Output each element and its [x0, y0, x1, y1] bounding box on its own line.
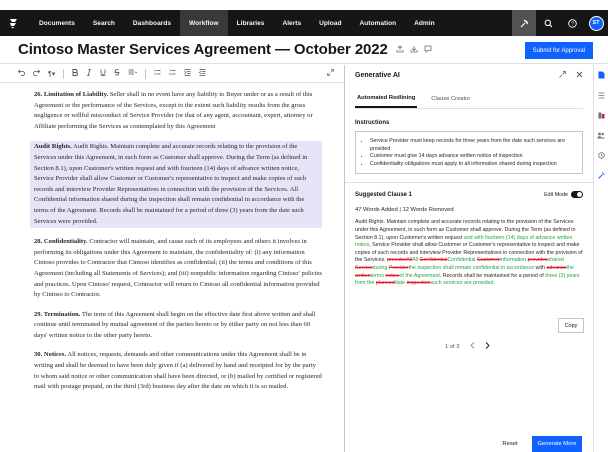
undo-icon[interactable]	[18, 69, 25, 78]
avatar-initials: ST	[589, 16, 604, 31]
expand-icon[interactable]	[327, 69, 334, 78]
align-dropdown[interactable]	[128, 69, 137, 78]
word-change-counts: 47 Words Added | 12 Words Removed	[355, 207, 454, 214]
clause-heading: 30. Notices.	[34, 351, 67, 359]
chevron-right-icon[interactable]	[485, 342, 490, 351]
suggested-clause-text[interactable]	[355, 219, 583, 287]
panel-tabs	[355, 89, 583, 109]
added-text: three (3) years from the	[355, 272, 580, 287]
clause-heading: 29. Termination.	[34, 310, 81, 318]
users-icon[interactable]	[594, 125, 608, 145]
instruction-item: • Confidentiality obligations must apply to all information shared during inspection	[370, 161, 574, 169]
reset-button[interactable]: Reset	[502, 441, 518, 447]
added-text: the	[566, 264, 574, 271]
panel-title: Generative AI	[355, 71, 400, 79]
clause-audit-rights[interactable]	[30, 141, 322, 228]
comment-icon[interactable]	[424, 45, 432, 55]
removed-text: providerAll	[387, 257, 413, 264]
share-icon[interactable]	[396, 45, 404, 55]
section-divider	[345, 182, 593, 183]
suggested-clause-header	[355, 191, 583, 198]
bullet-list-icon[interactable]	[154, 69, 161, 78]
copy-button[interactable]: Copy	[558, 318, 584, 333]
list-icon[interactable]	[594, 85, 608, 105]
nav-item-workflow[interactable]: Workflow	[180, 10, 228, 36]
clause-confidentiality	[34, 237, 322, 301]
instructions-box[interactable]	[355, 131, 583, 174]
removed-text: Service	[355, 264, 373, 271]
document-editor[interactable]	[0, 84, 344, 452]
removed-text: notice	[385, 272, 400, 279]
indent-icon[interactable]	[184, 69, 191, 78]
added-text: such services are provided.	[430, 280, 495, 287]
clause-text: , Service Provider shall allow Customer or Customer's representative to inspect and make copies of such records and interview Provider Representatives in connection with the provision of the Services.	[355, 242, 583, 264]
added-text: the inspection shall remain confidential in accordance	[408, 264, 535, 271]
clause-text: . Records shall be maintained for a period of	[439, 272, 546, 279]
added-text: and with fourteen (14) days of advance written notice	[355, 234, 573, 249]
italic-icon[interactable]	[86, 69, 92, 78]
tab-automated-redlining[interactable]: Automated Redlining	[355, 89, 417, 108]
added-text: during	[372, 264, 388, 271]
title-actions	[396, 45, 432, 55]
nav-item-libraries[interactable]: Libraries	[236, 19, 265, 27]
clause-body: Seller shall in no event have any liability to Buyer under or as a result of this Agreement or the performance of the Services, except to the extent such liability results from the gross negligence or willful misconduct of Service Provider (or that of any agent, accountant, expert, attorney or Affiliate performing the Services as contemplated by this Agreement	[34, 91, 313, 130]
removed-text: inspection	[406, 280, 431, 287]
tab-clause-creator[interactable]: Clause Creator	[431, 95, 471, 102]
instructions-title: Instructions	[355, 120, 390, 126]
instruction-item: • Customer must give 14 days advance written notice of inspection	[370, 153, 574, 161]
popout-icon[interactable]	[559, 71, 566, 80]
download-icon[interactable]	[410, 45, 418, 55]
numbered-list-icon[interactable]	[169, 69, 176, 78]
clause-termination	[34, 310, 322, 342]
redo-icon[interactable]	[33, 69, 40, 78]
added-text: terms	[370, 272, 384, 279]
search-icon[interactable]	[536, 10, 560, 36]
clause-body: Contractor will maintain, and cause each of its employees and others it involves in performing its obligations under this Agreement to maintain, the confidentiality of: (i) any information Cintoso provides to Contractor that Cintoso identifies as confidential; (ii) the terms and conditions of this Agreement (including all Statements of Services); and (iii) nonpublic information regarding Cintoso' policies and practices. Upon Cintoso' request, Contractor will return to Cintoso all confidential information provided by Cintoso to Contractor.	[34, 238, 322, 299]
tools-icon[interactable]	[512, 10, 536, 36]
clause-body: Audit Rights. Maintain complete and accurate records relating to the provision of the Services under this Agreement, in such form as Customer shall approve. During the Term (as defined in Section 8.1), upon Customer's written request and with fourteen (14) days of advance written notice, Service Provider shall allow Customer or Customer's representative to inspect and make copies of such records and interview Provider Representatives in connection with the provision of the Services. All Confidential information shared during the inspection shall remain confidential in accordance with the terms of the Agreement. Records shall be maintained for a period of three (3) years from the date such Services were provided.	[34, 143, 308, 225]
help-icon[interactable]	[560, 10, 584, 36]
clause-text: Audit Rights. Maintain complete and accurate records relating to the provision of the Services under this Agreement, in such form as Customer shall approve. During the Term (as defined in Section 8.1), upon Customer's written request	[355, 219, 576, 241]
edit-mode-label: Edit Mode	[544, 191, 568, 198]
nav-item-alerts[interactable]: Alerts	[282, 19, 302, 27]
toolbar-divider	[63, 69, 64, 79]
underline-icon[interactable]	[100, 69, 106, 78]
added-text: shared	[547, 257, 564, 264]
edit-mode-toggle[interactable]	[544, 191, 583, 198]
nav-item-dashboards[interactable]: Dashboards	[132, 19, 172, 27]
outdent-icon[interactable]	[199, 69, 206, 78]
close-icon[interactable]	[576, 71, 583, 80]
added-text: All	[412, 257, 419, 264]
clause-body: The term of this Agreement shall begin on the effective date first above written and shall continue until terminated by mutual agreement of the parties hereto or by either party on not less than 60 days' written notice to the other party hereto.	[34, 310, 316, 339]
editor-toolbar	[0, 65, 344, 83]
nav-item-upload[interactable]: Upload	[319, 19, 342, 27]
clause-heading: 26. Limitation of Liability.	[34, 91, 109, 98]
clause-body: All notices, requests, demands and other communications under this Agreement shall be in writing and shall be deemed to have been duly given if (a) delivered by hand and receipted for by the party to whom said notice or other communication shall have been directed, or (b) mailed by certified or registered mail with postage prepaid, on the third (3rd) business day after the date on which it is so mailed.	[34, 351, 322, 391]
generate-more-button[interactable]: Generate More	[532, 436, 582, 452]
removed-text: written	[355, 272, 371, 279]
ai-magic-icon[interactable]	[594, 165, 608, 185]
removed-text: Customer	[476, 257, 500, 264]
right-rail	[593, 65, 608, 452]
paragraph-style-label: ¶	[48, 70, 52, 78]
page-title: Cintoso Master Services Agreement — October 2022	[18, 41, 388, 58]
bold-icon[interactable]	[72, 69, 78, 78]
history-icon[interactable]	[594, 145, 608, 165]
added-text: Confidential	[447, 257, 476, 264]
user-avatar[interactable]	[584, 10, 608, 36]
removed-text: advance	[546, 264, 567, 271]
nav-item-admin[interactable]: Admin	[414, 19, 435, 27]
clause-notices	[34, 350, 322, 392]
added-text: of the Agreement	[399, 272, 440, 279]
top-navigation	[0, 10, 608, 36]
clause-limitation-of-liability	[34, 90, 322, 132]
panel-header	[345, 65, 593, 85]
nav-right-actions	[512, 10, 608, 36]
toolbar-divider	[145, 69, 146, 79]
document-icon[interactable]	[594, 65, 608, 85]
strikethrough-icon[interactable]	[114, 69, 120, 78]
suggested-clause-title: Suggested Clause 1	[355, 191, 413, 198]
document-header	[0, 36, 608, 64]
toggle-switch[interactable]	[571, 191, 583, 198]
chevron-left-icon[interactable]	[470, 342, 475, 351]
nav-item-search[interactable]: Search	[92, 19, 115, 27]
submit-for-approval-button[interactable]: Submit for Approval	[525, 42, 593, 59]
added-text: date	[394, 280, 406, 287]
compare-icon[interactable]	[594, 105, 608, 125]
clause-heading: Audit Rights.	[34, 143, 72, 151]
nav-item-documents[interactable]: Documents	[39, 19, 75, 27]
app-logo-icon[interactable]	[0, 10, 26, 36]
removed-text: Provider	[388, 264, 409, 271]
paragraph-style-dropdown[interactable]: ¶▾	[48, 70, 56, 78]
nav-item-automation[interactable]: Automation	[359, 19, 397, 27]
removed-text: Confidential	[419, 257, 448, 264]
added-text: information	[499, 257, 527, 264]
clause-text: with	[534, 264, 547, 271]
removed-text: provides	[527, 257, 548, 264]
clause-heading: 28. Confidentiality.	[34, 238, 88, 246]
nav-items	[30, 10, 444, 36]
removed-text: planned	[375, 280, 395, 287]
generative-ai-panel	[345, 65, 593, 452]
pager-label: 1 of 3	[445, 343, 460, 350]
svg-text:?: ?	[570, 20, 574, 27]
suggestion-pager	[445, 342, 490, 351]
instruction-item: • Service Provider must keep records for three years from the date such services are provided	[370, 138, 574, 153]
